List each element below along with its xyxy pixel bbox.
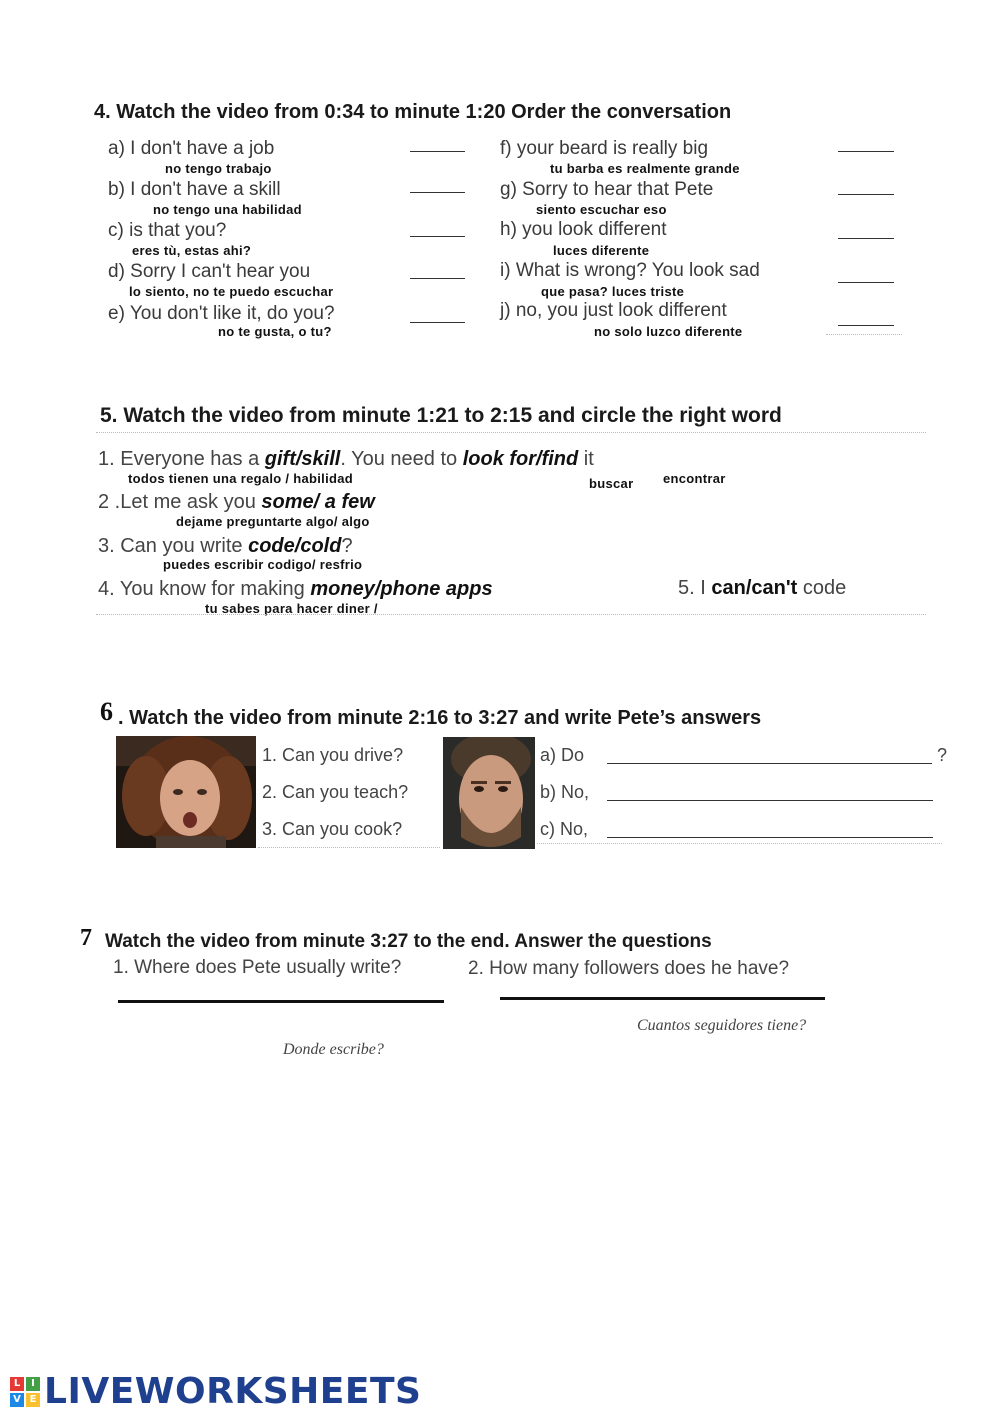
s5-q3-translation: puedes escribir codigo/ resfrio xyxy=(163,557,363,572)
s4-item-h: h) you look different xyxy=(500,219,667,240)
section4-heading: 4. Watch the video from 0:34 to minute 1:20 Order the conversation xyxy=(94,101,732,123)
logo-grid-icon xyxy=(10,1377,40,1407)
s5-q1-option-2[interactable]: look for/find xyxy=(462,448,579,470)
section6-heading: . Watch the video from minute 2:16 to 3:27 and write Pete’s answers xyxy=(118,707,762,729)
s4-trans-a: no tengo trabajo xyxy=(165,161,272,176)
s6-answer-border xyxy=(537,843,942,844)
s7-translation-1: Donde escribe? xyxy=(283,1041,384,1058)
logo-letter-l: L xyxy=(10,1377,24,1391)
s4-item-d: d) Sorry I can't hear you xyxy=(108,261,311,282)
s5-q1-mid: . You need to xyxy=(340,448,463,470)
man-photo xyxy=(443,737,535,849)
s6-answer-b-input[interactable] xyxy=(607,800,933,801)
s6-answer-c: c) No, xyxy=(540,819,589,839)
s5-top-border xyxy=(96,432,926,433)
s5-q4-pre: 4. You know for making xyxy=(98,578,311,600)
s5-q4-option[interactable]: money/phone apps xyxy=(310,578,493,600)
s5-q1-post: it xyxy=(578,448,594,470)
s4-blank-c[interactable] xyxy=(410,236,465,237)
s5-question-1 xyxy=(98,448,594,471)
s5-q5-option[interactable]: can/can't xyxy=(711,577,798,599)
s6-question-2: 2. Can you teach? xyxy=(262,782,409,802)
section5-heading: 5. Watch the video from minute 1:21 to 2:15 and circle the right word xyxy=(100,404,782,427)
s5-q1-translation-2: buscar xyxy=(589,476,634,491)
s4-blank-a[interactable] xyxy=(410,151,465,152)
s6-question-1: 1. Can you drive? xyxy=(262,745,404,765)
s4-blank-i[interactable] xyxy=(838,282,894,283)
s7-question-2: 2. How many followers does he have? xyxy=(468,958,790,979)
s7-question-1: 1. Where does Pete usually write? xyxy=(113,957,402,978)
s7-translation-2: Cuantos seguidores tiene? xyxy=(637,1017,807,1034)
s5-question-4 xyxy=(98,578,493,601)
woman-photo xyxy=(116,736,256,848)
section6-number: 6 xyxy=(100,697,113,726)
s5-q1-option-1[interactable]: gift/skill xyxy=(264,448,341,470)
liveworksheets-logo[interactable] xyxy=(10,1371,421,1412)
s6-answer-b: b) No, xyxy=(540,782,590,802)
s5-q3-pre: 3. Can you write xyxy=(98,535,249,557)
s4-blank-j[interactable] xyxy=(838,325,894,326)
s6-question-border xyxy=(258,847,440,848)
s4-blank-h[interactable] xyxy=(838,238,894,239)
s5-q2-pre: 2 .Let me ask you xyxy=(98,491,262,513)
s5-q2-translation: dejame preguntarte algo/ algo xyxy=(176,514,370,529)
s4-item-f: f) your beard is really big xyxy=(500,138,709,159)
s4-item-c: c) is that you? xyxy=(108,220,227,241)
s5-q5-pre: 5. I xyxy=(678,577,712,599)
s6-answer-a-end: ? xyxy=(937,745,948,765)
s5-question-3 xyxy=(98,535,353,558)
s5-q3-post: ? xyxy=(341,535,353,557)
s4-blank-e[interactable] xyxy=(410,322,465,323)
s6-answer-a: a) Do xyxy=(540,745,585,765)
s5-q5-post: code xyxy=(797,577,847,599)
s5-q2-option[interactable]: some/ a few xyxy=(261,491,375,513)
logo-letter-e: E xyxy=(26,1393,40,1407)
s5-q1-pre: 1. Everyone has a xyxy=(98,448,265,470)
s7-answer-2-input[interactable] xyxy=(500,997,825,1000)
s5-question-2 xyxy=(98,491,375,514)
s4-trans-b: no tengo una habilidad xyxy=(153,202,302,217)
s4-item-a: a) I don't have a job xyxy=(108,138,275,159)
s4-trans-j: no solo luzco diferente xyxy=(594,324,743,339)
s7-answer-1-input[interactable] xyxy=(118,1000,444,1003)
s6-answer-c-input[interactable] xyxy=(607,837,933,838)
s4-trans-c: eres tù, estas ahi? xyxy=(132,243,252,258)
s4-item-g: g) Sorry to hear that Pete xyxy=(500,179,714,200)
s4-blank-f[interactable] xyxy=(838,151,894,152)
s5-q1-translation-3: encontrar xyxy=(663,471,726,486)
s4-item-i: i) What is wrong? You look sad xyxy=(500,260,760,281)
s4-blank-d[interactable] xyxy=(410,278,465,279)
s6-question-3: 3. Can you cook? xyxy=(262,819,403,839)
s4-trans-e: no te gusta, o tu? xyxy=(218,324,332,339)
s4-box-edge xyxy=(826,334,902,335)
s5-bottom-border xyxy=(96,614,926,615)
s4-trans-i: que pasa? luces triste xyxy=(541,284,685,299)
s5-q4-translation: tu sabes para hacer diner / xyxy=(205,601,378,616)
s4-trans-h: luces diferente xyxy=(553,243,650,258)
logo-letter-i: I xyxy=(26,1377,40,1391)
s4-trans-g: siento escuchar eso xyxy=(536,202,667,217)
section7-number: 7 xyxy=(80,925,92,951)
section7-heading: Watch the video from minute 3:27 to the end. Answer the questions xyxy=(105,931,712,952)
s4-item-b: b) I don't have a skill xyxy=(108,179,281,200)
s5-question-5 xyxy=(678,577,846,600)
logo-text: LIVEWORKSHEETS xyxy=(44,1371,422,1412)
s5-q3-option[interactable]: code/cold xyxy=(248,535,342,557)
s4-blank-g[interactable] xyxy=(838,194,894,195)
man-photo-illustration xyxy=(443,737,535,849)
s4-trans-f: tu barba es realmente grande xyxy=(550,161,740,176)
s4-item-j: j) no, you just look different xyxy=(500,300,727,321)
logo-letter-v: V xyxy=(10,1393,24,1407)
s4-blank-b[interactable] xyxy=(410,192,465,193)
s5-q1-translation: todos tienen una regalo / habilidad xyxy=(128,471,354,486)
woman-photo-illustration xyxy=(116,736,256,848)
s6-answer-a-input[interactable] xyxy=(607,763,932,764)
s4-trans-d: lo siento, no te puedo escuchar xyxy=(129,284,334,299)
s4-item-e: e) You don't like it, do you? xyxy=(108,303,335,324)
